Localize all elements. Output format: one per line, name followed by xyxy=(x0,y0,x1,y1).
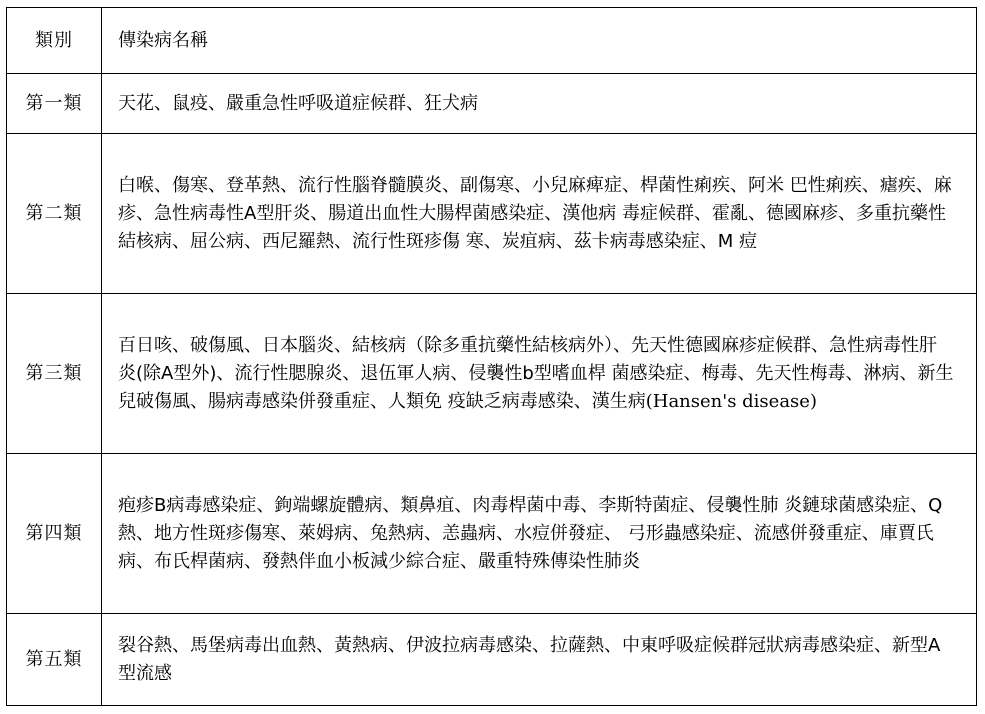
table-row xyxy=(7,294,977,454)
category-cell: 第二類 xyxy=(7,134,102,294)
table-row xyxy=(7,614,977,706)
category-cell: 第一類 xyxy=(7,74,102,134)
disease-classification-table xyxy=(6,7,977,706)
disease-list-text: 百日咳、破傷風、日本腦炎、結核病（除多重抗藥性結核病外）、先天性德國麻疹症候群、急性病毒性肝炎(除A型外)、流行性腮腺炎、退伍軍人病、侵襲性b型嗜血桿 菌感染症、梅毒、先天性梅毒、淋病、新生兒破傷風、腸病毒感染併發重症、人類免 疫缺乏病毒感染、漢生病 xyxy=(118,334,954,412)
category-cell: 第五類 xyxy=(7,614,102,706)
disease-list-cell: 天花、鼠疫、嚴重急性呼吸道症候群、狂犬病 xyxy=(102,74,977,134)
table-row xyxy=(7,134,977,294)
disease-latin-name: (Hansen's disease) xyxy=(645,390,817,412)
disease-list-cell: 白喉、傷寒、登革熱、流行性腦脊髓膜炎、副傷寒、小兒麻痺症、桿菌性痢疾、阿米 巴性痢疾、瘧疾、麻疹、急性病毒性A型肝炎、腸道出血性大腸桿菌感染症、漢他病 毒症候群、霍亂、德國麻疹、多重抗藥性結核病、屈公病、西尼羅熱、流行性斑疹傷 寒、炭疽病、茲卡病毒感染症、M 痘 xyxy=(102,134,977,294)
category-cell: 第四類 xyxy=(7,454,102,614)
category-cell: 第三類 xyxy=(7,294,102,454)
table-row xyxy=(7,74,977,134)
table-row xyxy=(7,454,977,614)
table-header-row xyxy=(7,8,977,74)
disease-list-cell xyxy=(102,294,977,454)
header-category-cell: 類別 xyxy=(7,8,102,74)
disease-list-cell: 疱疹B病毒感染症、鉤端螺旋體病、類鼻疽、肉毒桿菌中毒、李斯特菌症、侵襲性肺 炎鏈球菌感染症、Q熱、地方性斑疹傷寒、萊姆病、兔熱病、恙蟲病、水痘併發症、 弓形蟲感染症、流感併發重症、庫賈氏病、布氏桿菌病、發熱伴血小板減少綜合症、嚴重特殊傳染性肺炎 xyxy=(102,454,977,614)
disease-list-cell: 裂谷熱、馬堡病毒出血熱、黃熱病、伊波拉病毒感染、拉薩熱、中東呼吸症候群冠狀病毒感染症、新型A型流感 xyxy=(102,614,977,706)
header-names-cell: 傳染病名稱 xyxy=(102,8,977,74)
